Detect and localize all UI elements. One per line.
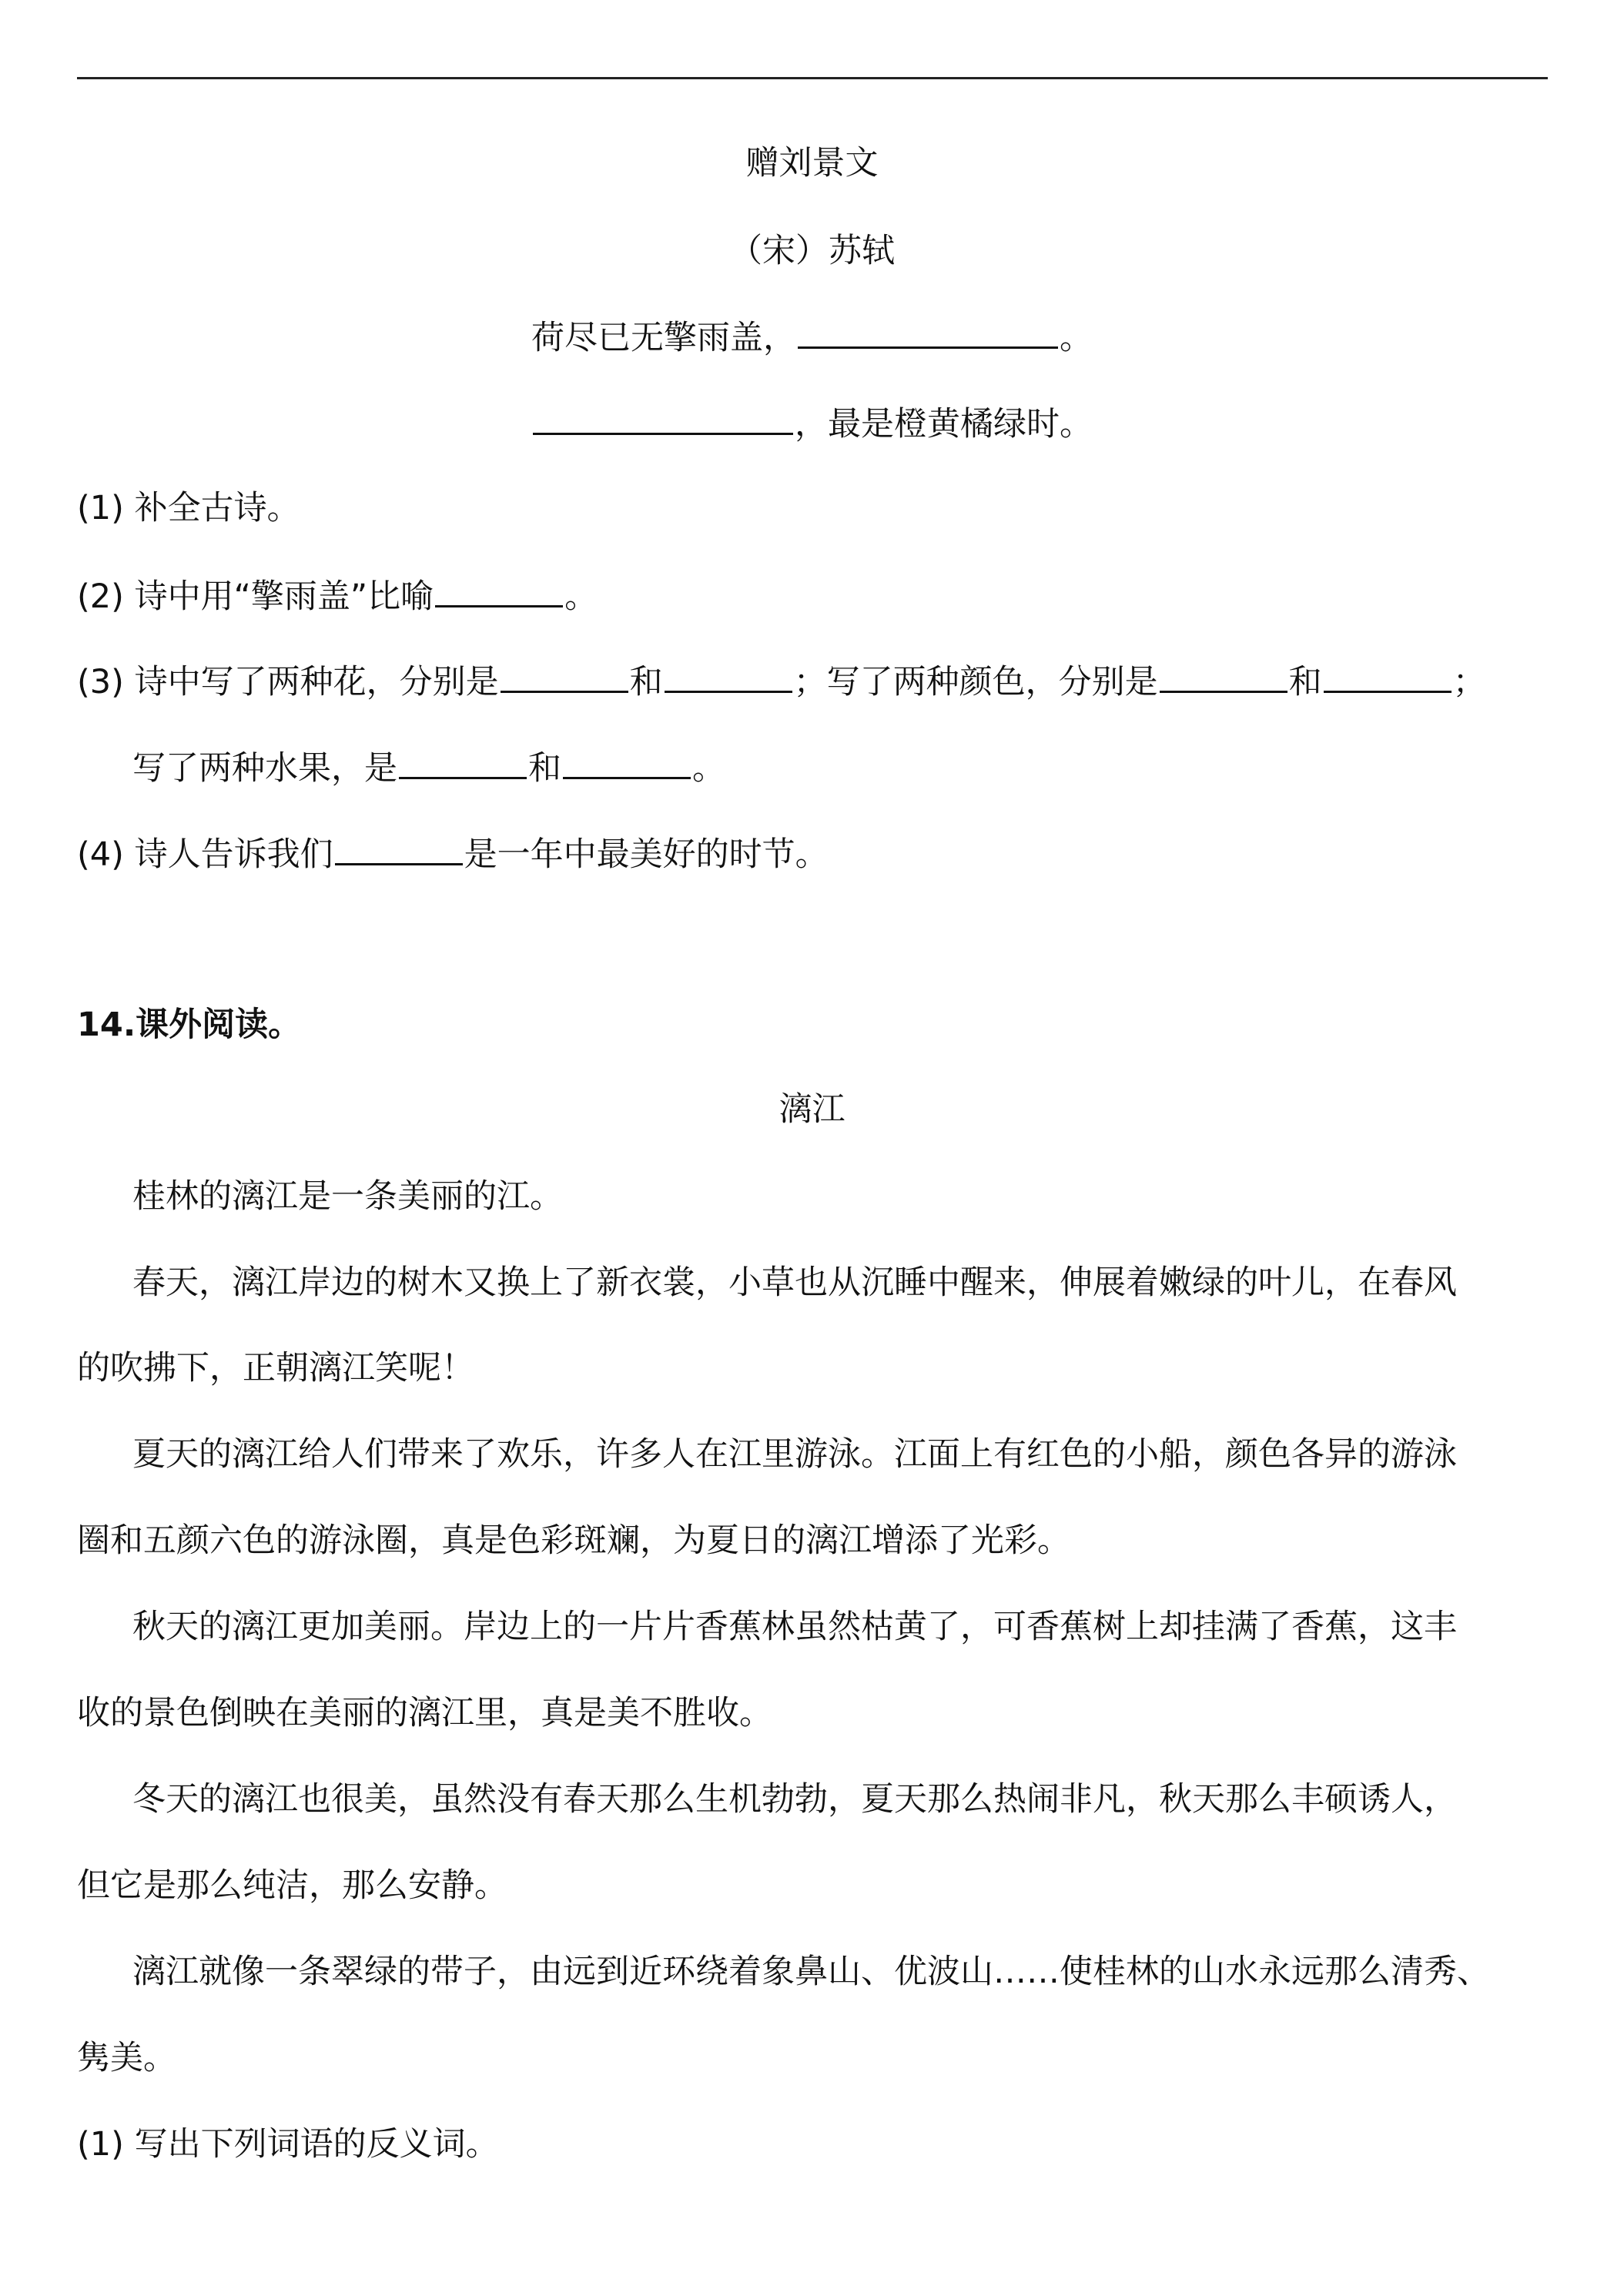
q13-sub4 <box>77 829 829 878</box>
poem-author: （宋）苏轼 <box>729 232 895 270</box>
paragraph-line: 隽美。 <box>77 2039 176 2077</box>
blank-flower-1[interactable] <box>501 657 628 693</box>
paragraph-line: 圈和五颜六色的游泳圈，真是色彩斑斓，为夏日的漓江增添了光彩。 <box>77 1521 1070 1560</box>
poem-line-2-text: ，最是橙黄橘绿时。 <box>795 405 1093 443</box>
paragraph-line: 冬天的漓江也很美，虽然没有春天那么生机勃勃，夏天那么热闹非凡，秋天那么丰硕诱人， <box>132 1780 1457 1819</box>
paragraph-line: 桂林的漓江是一条美丽的江。 <box>132 1177 563 1216</box>
q13-sub3-line-2-and: 和 <box>528 749 561 788</box>
q13-sub4-end: 是一年中最美好的时节。 <box>464 835 829 874</box>
q14-heading: 14.课外阅读。 <box>77 1006 302 1044</box>
poem-line-1-end: 。 <box>1060 319 1093 357</box>
q13-sub3-and-1: 和 <box>629 663 663 701</box>
blank-q13-sub2[interactable] <box>435 571 563 607</box>
q13-sub1: (1) 补全古诗。 <box>77 489 300 527</box>
poem-line-1 <box>0 313 1624 361</box>
paragraph-line: 夏天的漓江给人们带来了欢乐，许多人在江里游泳。江面上有红色的小船，颜色各异的游泳 <box>132 1435 1457 1474</box>
paragraph-line: 收的景色倒映在美丽的漓江里，真是美不胜收。 <box>77 1694 772 1732</box>
blank-poem-line-2[interactable] <box>533 399 793 435</box>
q13-sub4-text: (4) 诗人告诉我们 <box>77 835 333 874</box>
q13-sub3-line-2 <box>132 743 725 792</box>
q13-sub3-text: (3) 诗中写了两种花，分别是 <box>77 663 499 701</box>
paragraph-line: 秋天的漓江更加美丽。岸边上的一片片香蕉林虽然枯黄了，可香蕉树上却挂满了香蕉，这丰 <box>132 1608 1457 1646</box>
q13-sub2-text: (2) 诗中用“擎雨盖”比喻 <box>77 577 434 616</box>
q13-sub3-end: ； <box>1452 663 1486 701</box>
header-rule <box>77 77 1548 79</box>
article-title: 漓江 <box>779 1090 845 1129</box>
q13-sub3-line-2-end: 。 <box>692 749 725 788</box>
blank-color-1[interactable] <box>1160 657 1287 693</box>
poem-line-2 <box>0 399 1624 447</box>
q13-sub3 <box>77 657 1486 705</box>
blank-fruit-2[interactable] <box>563 743 691 779</box>
paragraph-line: 的吹拂下，正朝漓江笑呢！ <box>77 1349 474 1387</box>
q13-sub2-end: 。 <box>564 577 598 616</box>
q13-sub3-and-2: 和 <box>1288 663 1322 701</box>
q13-sub3-line-2-text: 写了两种水果，是 <box>132 749 397 788</box>
poem-line-1-text: 荷尽已无擎雨盖， <box>531 319 796 357</box>
blank-q13-sub4[interactable] <box>335 829 463 865</box>
poem-title: 赠刘景文 <box>745 144 879 182</box>
q13-sub3-mid: ；写了两种颜色，分别是 <box>793 663 1158 701</box>
blank-poem-line-1[interactable] <box>798 313 1058 349</box>
paragraph-line: 但它是那么纯洁，那么安静。 <box>77 1866 507 1905</box>
blank-color-2[interactable] <box>1324 657 1452 693</box>
q14-sub1: (1) 写出下列词语的反义词。 <box>77 2125 499 2164</box>
blank-fruit-1[interactable] <box>399 743 527 779</box>
paragraph-line: 春天，漓江岸边的树木又换上了新衣裳，小草也从沉睡中醒来，伸展着嫩绿的叶儿，在春风 <box>132 1263 1457 1302</box>
paragraph-line: 漓江就像一条翠绿的带子，由远到近环绕着象鼻山、优波山……使桂林的山水永远那么清秀、 <box>132 1953 1490 1991</box>
q13-sub2 <box>77 571 598 620</box>
blank-flower-2[interactable] <box>665 657 792 693</box>
